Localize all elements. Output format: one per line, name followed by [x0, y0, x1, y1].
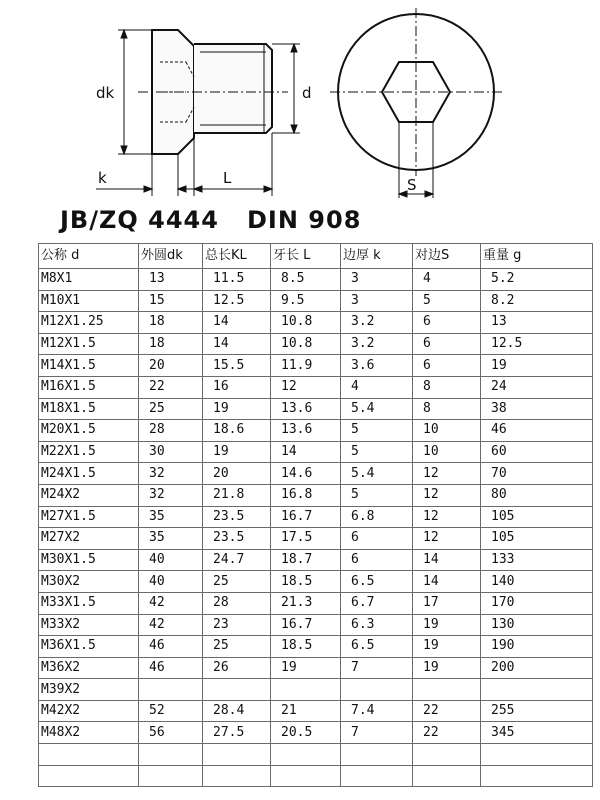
table-cell: 14 — [203, 333, 271, 355]
table-cell: 9.5 — [271, 290, 341, 312]
table-cell: M16X1.5 — [39, 376, 139, 398]
table-cell: 5.4 — [341, 463, 413, 485]
table-row — [39, 312, 593, 334]
table-cell: 6.5 — [341, 571, 413, 593]
k-label: k — [98, 169, 107, 187]
table-cell: 190 — [481, 636, 593, 658]
table-cell: 80 — [481, 484, 593, 506]
table-cell — [271, 679, 341, 701]
table-cell: 24 — [481, 376, 593, 398]
table-cell: 12 — [413, 463, 481, 485]
table-cell: 12 — [413, 506, 481, 528]
table-row — [39, 484, 593, 506]
table-cell: 19 — [413, 657, 481, 679]
table-cell: M30X2 — [39, 571, 139, 593]
table-cell: 16.7 — [271, 614, 341, 636]
table-cell — [139, 765, 203, 787]
table-row — [39, 355, 593, 377]
table-cell: 24.7 — [203, 549, 271, 571]
table-cell: 18.6 — [203, 420, 271, 442]
table-row — [39, 700, 593, 722]
table-cell: M33X1.5 — [39, 592, 139, 614]
table-cell: 6.8 — [341, 506, 413, 528]
table-cell: 18 — [139, 333, 203, 355]
table-cell: 11.5 — [203, 269, 271, 291]
table-row — [39, 765, 593, 787]
table-cell — [271, 744, 341, 766]
table-cell: M48X2 — [39, 722, 139, 744]
table-cell: 22 — [139, 376, 203, 398]
table-cell: 23.5 — [203, 506, 271, 528]
table-cell — [481, 679, 593, 701]
table-cell: 6 — [413, 333, 481, 355]
table-cell: 6 — [413, 355, 481, 377]
table-cell: 56 — [139, 722, 203, 744]
table-cell: M24X2 — [39, 484, 139, 506]
table-row — [39, 376, 593, 398]
table-cell: 17.5 — [271, 528, 341, 550]
table-cell: M42X2 — [39, 700, 139, 722]
table-cell: 28 — [203, 592, 271, 614]
table-row — [39, 420, 593, 442]
table-cell: 3 — [341, 269, 413, 291]
table-cell: 26 — [203, 657, 271, 679]
technical-drawing — [0, 0, 600, 205]
table-cell: 46 — [139, 657, 203, 679]
table-cell: M8X1 — [39, 269, 139, 291]
table-cell: M39X2 — [39, 679, 139, 701]
table-cell — [203, 744, 271, 766]
table-cell: M27X2 — [39, 528, 139, 550]
table-row — [39, 549, 593, 571]
table-cell: 22 — [413, 700, 481, 722]
table-cell — [39, 744, 139, 766]
table-cell: 19 — [271, 657, 341, 679]
table-cell: M36X2 — [39, 657, 139, 679]
table-cell: 15 — [139, 290, 203, 312]
table-cell: 16.7 — [271, 506, 341, 528]
table-cell: 13.6 — [271, 398, 341, 420]
table-cell — [413, 679, 481, 701]
table-cell: 13 — [139, 269, 203, 291]
table-cell: 30 — [139, 441, 203, 463]
table-cell — [481, 765, 593, 787]
table-cell: 3 — [341, 290, 413, 312]
table-cell: 15.5 — [203, 355, 271, 377]
table-cell: 25 — [203, 571, 271, 593]
table-cell: 8 — [413, 376, 481, 398]
table-row — [39, 592, 593, 614]
table-cell: 3.2 — [341, 333, 413, 355]
table-cell — [481, 744, 593, 766]
table-row — [39, 290, 593, 312]
table-cell: 10.8 — [271, 333, 341, 355]
table-cell: 25 — [139, 398, 203, 420]
table-cell — [341, 679, 413, 701]
table-cell — [39, 765, 139, 787]
table-cell: 8.5 — [271, 269, 341, 291]
table-cell: 200 — [481, 657, 593, 679]
table-cell: 11.9 — [271, 355, 341, 377]
table-cell: 14 — [413, 549, 481, 571]
table-cell: 42 — [139, 592, 203, 614]
table-row — [39, 441, 593, 463]
table-cell: 7 — [341, 722, 413, 744]
d-label: d — [302, 84, 312, 102]
table-cell: 7 — [341, 657, 413, 679]
table-cell: 105 — [481, 528, 593, 550]
table-cell: 21.3 — [271, 592, 341, 614]
table-row — [39, 614, 593, 636]
table-cell: 8.2 — [481, 290, 593, 312]
plug-end-view — [330, 8, 502, 198]
table-cell: 140 — [481, 571, 593, 593]
column-header: 公称 d — [39, 244, 139, 269]
table-cell: 19 — [413, 636, 481, 658]
table-cell — [341, 765, 413, 787]
table-row — [39, 333, 593, 355]
table-cell: 5 — [341, 484, 413, 506]
table-row — [39, 398, 593, 420]
table-cell: 170 — [481, 592, 593, 614]
table-cell: 46 — [139, 636, 203, 658]
table-cell: 19 — [413, 614, 481, 636]
table-cell: M27X1.5 — [39, 506, 139, 528]
table-cell: 4 — [341, 376, 413, 398]
table-cell: 35 — [139, 528, 203, 550]
table-cell: 19 — [203, 398, 271, 420]
table-row — [39, 657, 593, 679]
table-row — [39, 636, 593, 658]
table-cell: M14X1.5 — [39, 355, 139, 377]
plug-side-view — [138, 30, 288, 154]
spec-table — [38, 243, 593, 787]
table-cell: 23.5 — [203, 528, 271, 550]
table-cell: 60 — [481, 441, 593, 463]
table-cell: 3.2 — [341, 312, 413, 334]
table-cell: M10X1 — [39, 290, 139, 312]
table-cell: 14 — [413, 571, 481, 593]
table-cell: 42 — [139, 614, 203, 636]
table-row — [39, 722, 593, 744]
dk-label: dk — [96, 84, 115, 102]
table-cell: 14 — [271, 441, 341, 463]
table-cell: 12 — [413, 528, 481, 550]
table-cell: 70 — [481, 463, 593, 485]
table-row — [39, 679, 593, 701]
table-cell: M12X1.5 — [39, 333, 139, 355]
table-cell: 6.5 — [341, 636, 413, 658]
table-cell: 6 — [341, 549, 413, 571]
table-cell: 5 — [413, 290, 481, 312]
table-cell: 25 — [203, 636, 271, 658]
table-cell: 32 — [139, 484, 203, 506]
table-cell: 17 — [413, 592, 481, 614]
table-cell: 13.6 — [271, 420, 341, 442]
table-cell: 7.4 — [341, 700, 413, 722]
table-cell: 40 — [139, 571, 203, 593]
table-cell: 23 — [203, 614, 271, 636]
table-cell: 8 — [413, 398, 481, 420]
table-cell: 13 — [481, 312, 593, 334]
table-cell: 16.8 — [271, 484, 341, 506]
table-cell: 345 — [481, 722, 593, 744]
table-cell: M20X1.5 — [39, 420, 139, 442]
table-cell: 19 — [203, 441, 271, 463]
table-cell: 18.5 — [271, 571, 341, 593]
table-cell: M12X1.25 — [39, 312, 139, 334]
table-cell: M36X1.5 — [39, 636, 139, 658]
table-cell: 12 — [271, 376, 341, 398]
table-cell: 32 — [139, 463, 203, 485]
table-cell: M22X1.5 — [39, 441, 139, 463]
column-header: 外圆dk — [139, 244, 203, 269]
table-cell: 5 — [341, 420, 413, 442]
table-cell: 5.2 — [481, 269, 593, 291]
table-cell: 28 — [139, 420, 203, 442]
column-header: 重量 g — [481, 244, 593, 269]
table-cell: 5 — [341, 441, 413, 463]
table-row — [39, 744, 593, 766]
L-label: L — [223, 169, 232, 187]
table-header-row — [39, 244, 593, 269]
table-cell: 28.4 — [203, 700, 271, 722]
table-row — [39, 571, 593, 593]
table-cell — [413, 765, 481, 787]
table-cell: 6 — [341, 528, 413, 550]
table-cell: 10 — [413, 420, 481, 442]
table-cell: 14 — [203, 312, 271, 334]
table-cell: 18.5 — [271, 636, 341, 658]
table-cell: 38 — [481, 398, 593, 420]
table-cell — [139, 679, 203, 701]
table-row — [39, 463, 593, 485]
table-cell: 5.4 — [341, 398, 413, 420]
table-cell — [139, 744, 203, 766]
standard-title: JB/ZQ 4444 DIN 908 — [60, 206, 362, 234]
table-cell: 52 — [139, 700, 203, 722]
table-cell: M33X2 — [39, 614, 139, 636]
table-cell: 6.3 — [341, 614, 413, 636]
table-row — [39, 269, 593, 291]
table-cell: 10.8 — [271, 312, 341, 334]
table-cell: 4 — [413, 269, 481, 291]
table-cell: 18.7 — [271, 549, 341, 571]
table-cell — [203, 679, 271, 701]
table-cell: 3.6 — [341, 355, 413, 377]
table-cell: 14.6 — [271, 463, 341, 485]
table-cell: 46 — [481, 420, 593, 442]
table-cell: 20 — [139, 355, 203, 377]
column-header: 牙长 L — [271, 244, 341, 269]
table-cell: 130 — [481, 614, 593, 636]
table-cell: 105 — [481, 506, 593, 528]
table-cell: 6 — [413, 312, 481, 334]
plug-shank — [194, 44, 272, 133]
table-cell — [271, 765, 341, 787]
table-cell: 255 — [481, 700, 593, 722]
table-cell: 10 — [413, 441, 481, 463]
table-cell: M18X1.5 — [39, 398, 139, 420]
table-cell: 16 — [203, 376, 271, 398]
table-cell: 12.5 — [203, 290, 271, 312]
table-cell: 19 — [481, 355, 593, 377]
table-cell: 40 — [139, 549, 203, 571]
table-cell: 27.5 — [203, 722, 271, 744]
table-cell: 21 — [271, 700, 341, 722]
table-cell: M30X1.5 — [39, 549, 139, 571]
column-header: 对边S — [413, 244, 481, 269]
table-cell: 12 — [413, 484, 481, 506]
table-cell: 22 — [413, 722, 481, 744]
table-cell: 35 — [139, 506, 203, 528]
column-header: 总长KL — [203, 244, 271, 269]
table-cell: M24X1.5 — [39, 463, 139, 485]
table-cell — [413, 744, 481, 766]
table-row — [39, 528, 593, 550]
table-cell: 6.7 — [341, 592, 413, 614]
table-cell: 20.5 — [271, 722, 341, 744]
column-header: 边厚 k — [341, 244, 413, 269]
table-cell: 18 — [139, 312, 203, 334]
table-cell: 20 — [203, 463, 271, 485]
table-cell: 21.8 — [203, 484, 271, 506]
table-cell — [341, 744, 413, 766]
table-body — [39, 269, 593, 787]
S-label: S — [407, 176, 417, 194]
table-cell — [203, 765, 271, 787]
table-row — [39, 506, 593, 528]
table-cell: 133 — [481, 549, 593, 571]
table-cell: 12.5 — [481, 333, 593, 355]
